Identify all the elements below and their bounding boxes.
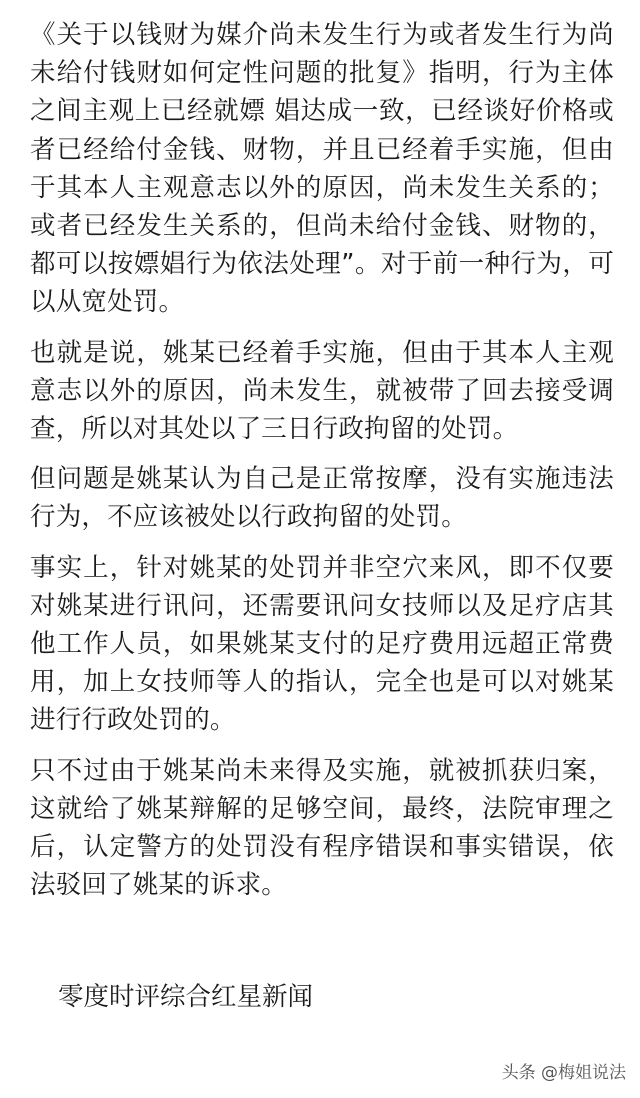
article-source: 零度时评综合红星新闻	[58, 982, 314, 1012]
watermark: 头条 @梅姐说法	[501, 1063, 626, 1083]
article-paragraph: 也就是说，姚某已经着手实施，但由于其本人主观意志以外的原因，尚未发生，就被带了回去接受调查，所以对其处以了三日行政拘留的处罚。	[30, 337, 614, 445]
article-paragraph: 《关于以钱财为媒介尚未发生行为或者发生行为尚未给付钱财如何定性问题的批复》指明，行为主体之间主观上已经就嫖 娼达成一致，已经谈好价格或者已经给付金钱、财物，并且已经着手实施，但由于其本人主观意志以外的原因，尚未发生关系的；或者已经发生关系的，但尚未给付金钱、财物的，都可以按嫖娼行为依法处理”。对于前一种行为，可以从宽处罚。	[30, 20, 614, 318]
article-body	[30, 16, 614, 916]
article-paragraph: 但问题是姚某认为自己是正常按摩，没有实施违法行为，不应该被处以行政拘留的处罚。	[30, 464, 614, 533]
article-paragraph: 事实上，针对姚某的处罚并非空穴来风，即不仅要对姚某进行讯问，还需要讯问女技师以及足疗店其他工作人员，如果姚某支付的足疗费用远超正常费用，加上女技师等人的指认，完全也是可以对姚某进行行政处罚的。	[30, 552, 614, 736]
article-paragraph: 只不过由于姚某尚未来得及实施，就被抓获归案，这就给了姚某辩解的足够空间，最终，法院审理之后，认定警方的处罚没有程序错误和事实错误，依法驳回了姚某的诉求。	[30, 755, 614, 901]
